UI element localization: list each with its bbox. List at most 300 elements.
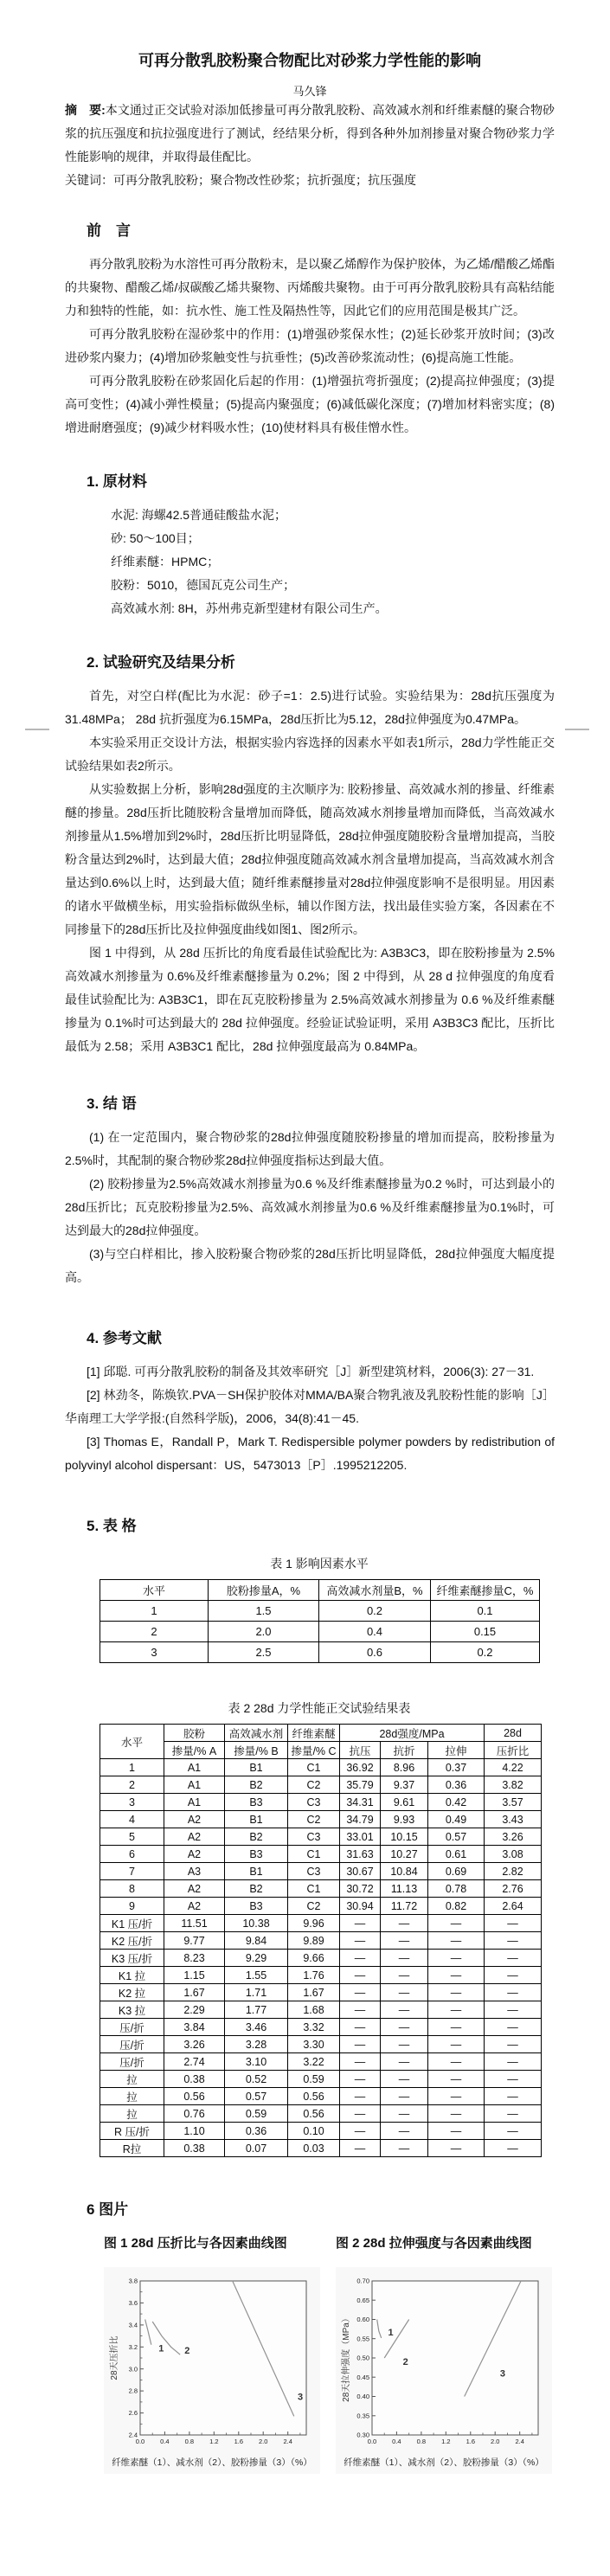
- reference-item: [3] Thomas E，Randall P，Mark T. Redispersible polymer powders by redistribution of polyvinyl alcohol dispersant：US，5473013［P］.1995212205.: [65, 1435, 555, 1472]
- table-cell: 0.36: [428, 1776, 485, 1794]
- conclusion-item: (1) 在一定范围内，聚合物砂浆的28d拉伸强度随胶粉掺量的增加而提高，胶粉掺量为2.5%时，其配制的聚合物砂浆28d拉伸强度指标达到最大值。: [65, 1130, 555, 1167]
- table-cell: 8.96: [381, 1759, 428, 1776]
- column-header: 胶粉掺量A，%: [209, 1580, 319, 1601]
- table-cell: 0.15: [431, 1622, 540, 1642]
- y-tick-label: 2.4: [128, 2431, 138, 2439]
- column-header: 高效减水剂: [225, 1725, 288, 1742]
- table-cell: A2: [164, 1811, 225, 1828]
- table-cell: K1 压/折: [100, 1915, 164, 1932]
- table1-caption: 表 1 影响因素水平: [270, 1557, 369, 1571]
- table-cell: 3.82: [485, 1776, 542, 1794]
- plot-area: [140, 2281, 306, 2435]
- table-cell: 4: [100, 1811, 164, 1828]
- table-cell: —: [381, 1932, 428, 1950]
- table-cell: 9.61: [381, 1794, 428, 1811]
- table-cell: —: [428, 2036, 485, 2053]
- materials-item: 砂: 50～100目；: [111, 531, 200, 545]
- table-row: [100, 2105, 542, 2123]
- table-row: [100, 2071, 542, 2088]
- table-cell: R拉: [100, 2140, 164, 2157]
- table-cell: 7: [100, 1863, 164, 1880]
- table-cell: 0.56: [288, 2105, 340, 2123]
- column-header: 胶粉: [164, 1725, 225, 1742]
- table-cell: —: [340, 2105, 381, 2123]
- column-header: 掺量/% A: [164, 1742, 225, 1759]
- table-cell: 1.67: [288, 1984, 340, 2001]
- table-header-row: [100, 1580, 540, 1601]
- table-cell: 30.67: [340, 1863, 381, 1880]
- table-row: [100, 1898, 542, 1915]
- table-cell: 0.37: [428, 1759, 485, 1776]
- experiment-paragraph: 从实验数据上分析，影响28d强度的主次顺序为: 胶粉掺量、高效减水剂的掺量、纤维素醚的掺量。28d压折比随胶粉含量增加而降低，随高效减水剂掺量增加而降低，当高效减水剂掺量从1.5%增加到2%时，28d压折比明显降低，28d拉伸强度随胶粉含量增加提高，当胶粉含量达到2%时，达到最大值；28d拉伸强度随高效减水剂含量增加提高，当高效减水剂含量达到0.6%以上时，达到最大值；随纤维素醚掺量对28d拉伸强度影响不是很明显。用因素的诸水平做横坐标，用实验指标做纵坐标，辅以作图方法，找出最佳实验方案，各因素在不同掺量下的28d压折比及拉伸强度曲线如图1、图2所示。: [65, 782, 555, 936]
- materials-item: 胶粉：5010，德国瓦克公司生产；: [111, 578, 296, 592]
- table-cell: 11.13: [381, 1880, 428, 1898]
- y-tick-label: 0.70: [356, 2277, 369, 2285]
- table-cell: 1.67: [164, 1984, 225, 2001]
- table-cell: 10.84: [381, 1863, 428, 1880]
- table-cell: —: [485, 2088, 542, 2105]
- table-cell: —: [485, 1932, 542, 1950]
- table-cell: 3.08: [485, 1846, 542, 1863]
- y-tick-label: 0.30: [356, 2431, 369, 2439]
- figure-1-caption: 图 1 28d 压折比与各因素曲线图: [104, 2236, 287, 2251]
- table-cell: —: [485, 2019, 542, 2036]
- table-cell: 0.59: [225, 2105, 288, 2123]
- column-header: 抗折: [381, 1742, 428, 1759]
- table-cell: —: [340, 2019, 381, 2036]
- reference-item: [2] 林劲冬，陈焕钦.PVA－SH保护胶体对MMA/BA聚合物乳液及乳胶粉性能的影响［J］华南理工大学学报:(自然科学版)，2006，34(8):41－45.: [65, 1388, 555, 1425]
- table-cell: C1: [288, 1846, 340, 1863]
- y-tick-label: 3.0: [128, 2365, 138, 2374]
- references-list: [65, 1360, 555, 1477]
- y-tick-label: 0.65: [356, 2296, 369, 2304]
- table-cell: 压/折: [100, 2053, 164, 2071]
- table-cell: 0.56: [164, 2088, 225, 2105]
- table-cell: —: [340, 1950, 381, 1967]
- table-cell: 0.07: [225, 2140, 288, 2157]
- table-cell: A1: [164, 1776, 225, 1794]
- table2-orthogonal-results: [100, 1724, 542, 2157]
- table-cell: 3: [100, 1642, 209, 1663]
- author: 马久锋: [292, 85, 327, 98]
- table-cell: —: [485, 2036, 542, 2053]
- table-cell: —: [485, 2105, 542, 2123]
- table-row: [100, 1622, 540, 1642]
- table-cell: C2: [288, 1811, 340, 1828]
- table-row: [100, 1863, 542, 1880]
- table-cell: 1.68: [288, 2001, 340, 2019]
- table-cell: C3: [288, 1794, 340, 1811]
- table-row: [100, 1880, 542, 1898]
- table-cell: 9.37: [381, 1776, 428, 1794]
- table-cell: 11.51: [164, 1915, 225, 1932]
- table-cell: —: [485, 2001, 542, 2019]
- table-cell: C1: [288, 1880, 340, 1898]
- table-cell: —: [428, 2088, 485, 2105]
- table-cell: 1.55: [225, 1967, 288, 1984]
- table-cell: 6: [100, 1846, 164, 1863]
- table-cell: 0.78: [428, 1880, 485, 1898]
- table-cell: 1.10: [164, 2123, 225, 2140]
- x-tick-label: 2.4: [283, 2438, 292, 2445]
- column-header: 掺量/% B: [225, 1742, 288, 1759]
- x-tick-label: 2.4: [515, 2438, 524, 2445]
- table-cell: 3.28: [225, 2036, 288, 2053]
- figure-2-xlabel: 纤维素醚（1）、减水剂（2）、胶粉掺量（3）（%）: [344, 2457, 544, 2468]
- plot-area: [372, 2281, 538, 2435]
- table-row: [100, 1828, 542, 1846]
- table-cell: B1: [225, 1759, 288, 1776]
- table-cell: 1.77: [225, 2001, 288, 2019]
- table-cell: —: [381, 2071, 428, 2088]
- table-row: [100, 1932, 542, 1950]
- figure-2-chart: [339, 2274, 549, 2454]
- table-row: [100, 2001, 542, 2019]
- table-cell: 1.76: [288, 1967, 340, 1984]
- table-cell: —: [381, 2019, 428, 2036]
- figures-row: [104, 2233, 555, 2474]
- page-title: 可再分散乳胶粉聚合物配比对砂浆力学性能的影响: [138, 52, 481, 69]
- table-cell: —: [340, 1984, 381, 2001]
- table-cell: 10.27: [381, 1846, 428, 1863]
- x-tick-label: 0.0: [367, 2438, 377, 2445]
- table-cell: 10.38: [225, 1915, 288, 1932]
- table-cell: 9.84: [225, 1932, 288, 1950]
- table-cell: A2: [164, 1828, 225, 1846]
- table-cell: —: [428, 2140, 485, 2157]
- table-cell: C1: [288, 1759, 340, 1776]
- y-tick-label: 3.8: [128, 2277, 138, 2285]
- column-header: 水平: [100, 1725, 164, 1759]
- table-cell: 0.6: [319, 1642, 431, 1663]
- table-cell: 0.03: [288, 2140, 340, 2157]
- x-tick-label: 0.0: [135, 2438, 145, 2445]
- table-cell: 3.84: [164, 2019, 225, 2036]
- table-cell: 5: [100, 1828, 164, 1846]
- table-cell: 拉: [100, 2088, 164, 2105]
- table-cell: —: [428, 2001, 485, 2019]
- table-cell: 3.46: [225, 2019, 288, 2036]
- table-cell: 0.10: [288, 2123, 340, 2140]
- x-tick-label: 1.2: [441, 2438, 451, 2445]
- section-heading-figures: 6 图片: [87, 2201, 129, 2218]
- table-cell: —: [485, 2123, 542, 2140]
- table-row: [100, 1601, 540, 1622]
- table-cell: A2: [164, 1898, 225, 1915]
- table-cell: —: [381, 2123, 428, 2140]
- column-header-group: 28d强度/MPa: [340, 1725, 485, 1742]
- table-row: [100, 2019, 542, 2036]
- table-cell: C3: [288, 1828, 340, 1846]
- table-cell: —: [428, 1915, 485, 1932]
- table-row: [100, 1950, 542, 1967]
- y-tick-label: 3.4: [128, 2321, 138, 2329]
- materials-item: 高效减水剂: 8H，苏州弗克新型建材有限公司生产。: [111, 601, 388, 615]
- table-cell: —: [428, 2105, 485, 2123]
- table-cell: C2: [288, 1898, 340, 1915]
- table-cell: 拉: [100, 2105, 164, 2123]
- column-header: 纤维素醚掺量C，%: [431, 1580, 540, 1601]
- table-cell: 30.94: [340, 1898, 381, 1915]
- y-tick-label: 3.6: [128, 2299, 138, 2307]
- table-cell: 33.01: [340, 1828, 381, 1846]
- table-row: [100, 2140, 542, 2157]
- table-cell: 0.59: [288, 2071, 340, 2088]
- table-cell: —: [428, 1967, 485, 1984]
- table-cell: —: [381, 2053, 428, 2071]
- table-cell: K2 压/折: [100, 1932, 164, 1950]
- y-tick-label: 0.45: [356, 2373, 369, 2381]
- table-cell: —: [381, 1984, 428, 2001]
- table-cell: 拉: [100, 2071, 164, 2088]
- table-cell: 3.43: [485, 1811, 542, 1828]
- table1-factor-levels: [100, 1579, 540, 1663]
- table-cell: A2: [164, 1880, 225, 1898]
- table-cell: 3.10: [225, 2053, 288, 2071]
- table-cell: 0.2: [431, 1642, 540, 1663]
- y-axis-label: 28天拉伸强度（MPa）: [342, 2314, 351, 2402]
- table-cell: —: [485, 1915, 542, 1932]
- table-cell: 9.96: [288, 1915, 340, 1932]
- table-cell: 1: [100, 1601, 209, 1622]
- y-tick-label: 0.55: [356, 2335, 369, 2343]
- table-cell: —: [381, 2036, 428, 2053]
- reference-item: [1] 邱聪. 可再分散乳胶粉的制备及其效率研究［J］新型建筑材料，2006(3): 27－31.: [87, 1365, 535, 1378]
- conclusion-item: (2) 胶粉掺量为2.5%高效减水剂掺量为0.6 %及纤维素醚掺量为0.2 %时，可达到最小的28d压折比；瓦克胶粉掺量为2.5%、高效减水剂掺量为0.6 %及纤维素醚掺量为0.1%时，可达到最大的28d拉伸强度。: [65, 1177, 555, 1237]
- abstract-text: 本文通过正交试验对添加低掺量可再分散乳胶粉、高效减水剂和纤维素醚的聚合物砂浆的抗压强度和抗拉强度进行了测试，经结果分析，得到各种外加剂掺量对聚合物砂浆力学性能影响的规律，并取得最佳配比。: [65, 103, 555, 164]
- table-cell: A2: [164, 1846, 225, 1863]
- table-cell: 0.57: [428, 1828, 485, 1846]
- table-cell: K3 拉: [100, 2001, 164, 2019]
- table-cell: B3: [225, 1846, 288, 1863]
- table-cell: 34.31: [340, 1794, 381, 1811]
- figure-2: [336, 2233, 552, 2474]
- y-axis-label: 28天压折比: [110, 2335, 119, 2380]
- table-cell: 0.1: [431, 1601, 540, 1622]
- table-row: [100, 1915, 542, 1932]
- table-cell: B3: [225, 1794, 288, 1811]
- x-tick-label: 0.8: [416, 2438, 427, 2445]
- table-cell: 0.82: [428, 1898, 485, 1915]
- table-cell: 2.82: [485, 1863, 542, 1880]
- table-cell: 0.76: [164, 2105, 225, 2123]
- table-row: [100, 1759, 542, 1776]
- series-label: 1: [388, 2328, 394, 2339]
- table-row: [100, 1811, 542, 1828]
- section-heading-references: 4. 参考文献: [87, 1330, 162, 1346]
- column-header: 掺量/% C: [288, 1742, 340, 1759]
- keywords-line: 关键词：可再分散乳胶粉；聚合物改性砂浆；抗折强度；抗压强度: [65, 173, 416, 187]
- table-cell: —: [485, 1984, 542, 2001]
- table-cell: 1.5: [209, 1601, 319, 1622]
- table-cell: 34.79: [340, 1811, 381, 1828]
- series-label: 3: [298, 2392, 304, 2403]
- table2-caption: 表 2 28d 力学性能正交试验结果表: [228, 1701, 411, 1715]
- table-header-row: [100, 1725, 542, 1742]
- y-tick-label: 0.60: [356, 2316, 369, 2324]
- materials-item: 水泥: 海螺42.5普通硅酸盐水泥；: [111, 508, 287, 522]
- preface-paragraph: 可再分散乳胶粉在砂浆固化后起的作用：(1)增强抗弯折强度；(2)提高拉伸强度；(3)提高可变性；(4)减小弹性模量；(5)提高内聚强度；(6)减低碳化深度；(7)增加材料密实度；(8)增进耐磨强度；(9)减少材料吸水性；(10)使材料具有极佳憎水性。: [65, 374, 555, 434]
- table-cell: 30.72: [340, 1880, 381, 1898]
- table-cell: —: [381, 2140, 428, 2157]
- table-cell: —: [340, 1915, 381, 1932]
- table-cell: —: [428, 1950, 485, 1967]
- table-cell: 8.23: [164, 1950, 225, 1967]
- column-header: 拉伸: [428, 1742, 485, 1759]
- table-cell: —: [485, 2071, 542, 2088]
- table-cell: —: [485, 1950, 542, 1967]
- table-cell: 0.2: [319, 1601, 431, 1622]
- section-heading-tables: 5. 表 格: [87, 1518, 137, 1534]
- table-cell: 9.77: [164, 1932, 225, 1950]
- table-cell: K1 拉: [100, 1967, 164, 1984]
- table-cell: 3.32: [288, 2019, 340, 2036]
- table-cell: —: [485, 2140, 542, 2157]
- series-label: 3: [499, 2368, 506, 2380]
- table-cell: —: [340, 2088, 381, 2105]
- section-heading-materials: 1. 原材料: [87, 473, 147, 490]
- table-cell: —: [340, 1967, 381, 1984]
- table-cell: 36.92: [340, 1759, 381, 1776]
- column-header: 纤维素醚: [288, 1725, 340, 1742]
- table-cell: 2.74: [164, 2053, 225, 2071]
- table-cell: 0.56: [288, 2088, 340, 2105]
- figure-2-scan-area: [336, 2267, 552, 2474]
- series-label: 1: [158, 2343, 164, 2354]
- table-cell: K2 拉: [100, 1984, 164, 2001]
- y-tick-label: 0.35: [356, 2412, 369, 2420]
- table-cell: 3.22: [288, 2053, 340, 2071]
- y-tick-label: 0.40: [356, 2393, 369, 2401]
- series-label: 2: [402, 2357, 408, 2367]
- y-tick-label: 2.6: [128, 2409, 138, 2418]
- materials-list: [65, 504, 555, 620]
- column-header: 高效减水剂量B，%: [319, 1580, 431, 1601]
- table-cell: —: [428, 2123, 485, 2140]
- table-cell: 0.4: [319, 1622, 431, 1642]
- table-cell: 3.30: [288, 2036, 340, 2053]
- x-tick-label: 1.2: [209, 2438, 219, 2445]
- table-cell: B1: [225, 1811, 288, 1828]
- table-row: [100, 1984, 542, 2001]
- table-cell: 8: [100, 1880, 164, 1898]
- table-cell: 2: [100, 1776, 164, 1794]
- table-cell: B2: [225, 1776, 288, 1794]
- table-cell: —: [428, 1932, 485, 1950]
- table-cell: —: [340, 2071, 381, 2088]
- table-cell: R 压/折: [100, 2123, 164, 2140]
- table-cell: 35.79: [340, 1776, 381, 1794]
- table-cell: 9.89: [288, 1932, 340, 1950]
- table-cell: A3: [164, 1863, 225, 1880]
- table-cell: 压/折: [100, 2036, 164, 2053]
- table-cell: 2.5: [209, 1642, 319, 1663]
- y-tick-label: 3.2: [128, 2342, 138, 2351]
- table-cell: 3.57: [485, 1794, 542, 1811]
- section-heading-conclusion: 3. 结 语: [87, 1095, 137, 1112]
- figure-1: [104, 2233, 320, 2474]
- table-cell: B2: [225, 1880, 288, 1898]
- table-cell: 3: [100, 1794, 164, 1811]
- table-row: [100, 1776, 542, 1794]
- column-header: 抗压: [340, 1742, 381, 1759]
- table-cell: 3.26: [164, 2036, 225, 2053]
- table-row: [100, 2123, 542, 2140]
- table-cell: 0.36: [225, 2123, 288, 2140]
- experiment-paragraph: 首先，对空白样(配比为水泥：砂子=1：2.5)进行试验。实验结果为：28d抗压强度为31.48MPa； 28d 抗折强度为6.15MPa，28d压折比为5.12，28d拉伸强度为0.47MPa。: [65, 689, 555, 726]
- table-cell: 2.76: [485, 1880, 542, 1898]
- table-cell: 9: [100, 1898, 164, 1915]
- abstract-label: 摘 要:: [65, 103, 106, 117]
- column-header: 28d: [485, 1725, 542, 1742]
- table-cell: 2: [100, 1622, 209, 1642]
- table-cell: A1: [164, 1759, 225, 1776]
- table-cell: 2.0: [209, 1622, 319, 1642]
- table-cell: 9.29: [225, 1950, 288, 1967]
- table-row: [100, 1846, 542, 1863]
- table-cell: A1: [164, 1794, 225, 1811]
- table-cell: 1.71: [225, 1984, 288, 2001]
- figure-1-scan-area: [104, 2267, 320, 2474]
- table-cell: 压/折: [100, 2019, 164, 2036]
- y-tick-label: 0.50: [356, 2354, 369, 2362]
- table-cell: 2.29: [164, 2001, 225, 2019]
- table-row: [100, 2053, 542, 2071]
- table-cell: —: [428, 1984, 485, 2001]
- table-cell: 31.63: [340, 1846, 381, 1863]
- materials-item: 纤维素醚：HPMC；: [111, 555, 220, 569]
- x-tick-label: 0.8: [184, 2438, 195, 2445]
- figure-1-xlabel: 纤维素醚（1）、减水剂（2）、胶粉掺量（3）（%）: [112, 2457, 312, 2468]
- table-row: [100, 1642, 540, 1663]
- table-header-row: [100, 1742, 542, 1759]
- table-cell: C2: [288, 1776, 340, 1794]
- series-label: 2: [184, 2345, 190, 2356]
- table-cell: 1: [100, 1759, 164, 1776]
- experiment-paragraph: 本实验采用正交设计方法，根据实验内容选择的因素水平如表1所示，28d力学性能正交试验结果如表2所示。: [65, 736, 555, 773]
- figure-1-chart: [107, 2274, 317, 2454]
- x-tick-label: 2.0: [258, 2438, 268, 2445]
- table-cell: —: [428, 2019, 485, 2036]
- table-cell: 4.22: [485, 1759, 542, 1776]
- column-header: 压折比: [485, 1742, 542, 1759]
- table-row: [100, 1967, 542, 1984]
- table-cell: —: [340, 2053, 381, 2071]
- x-tick-label: 0.4: [160, 2438, 170, 2445]
- conclusion-item: (3)与空白样相比，掺入胶粉聚合物砂浆的28d压折比明显降低，28d拉伸强度大幅度提高。: [65, 1247, 555, 1284]
- table-cell: —: [381, 1915, 428, 1932]
- x-tick-label: 2.0: [490, 2438, 500, 2445]
- table-cell: K3 压/折: [100, 1950, 164, 1967]
- y-tick-label: 2.8: [128, 2386, 138, 2395]
- preface-paragraph: 再分散乳胶粉为水溶性可再分散粉末，是以聚乙烯醇作为保护胶体，为乙烯/醋酸乙烯酯的共聚物、醋酸乙烯/叔碳酸乙烯共聚物、丙烯酸共聚物。由于可再分散乳胶粉具有高粘结能力和独特的性能，如：抗水性、施工性及隔热性等，因此它们的应用范围是极其广泛。: [65, 257, 555, 318]
- table-cell: —: [428, 2053, 485, 2071]
- table-cell: —: [381, 1967, 428, 1984]
- x-tick-label: 0.4: [392, 2438, 401, 2445]
- preface-paragraph: 可再分散乳胶粉在湿砂浆中的作用：(1)增强砂浆保水性；(2)延长砂浆开放时间；(3)改进砂浆内聚力；(4)增加砂浆触变性与抗垂性；(5)改善砂浆流动性；(6)提高施工性能。: [65, 327, 555, 364]
- table-cell: B3: [225, 1898, 288, 1915]
- abstract-paragraph: [65, 99, 555, 169]
- table-cell: 9.66: [288, 1950, 340, 1967]
- table-cell: 0.42: [428, 1794, 485, 1811]
- figure-2-caption: 图 2 28d 拉伸强度与各因素曲线图: [336, 2236, 532, 2251]
- table-row: [100, 1794, 542, 1811]
- column-header: 水平: [100, 1580, 209, 1601]
- table-cell: —: [485, 1967, 542, 1984]
- table-cell: 0.61: [428, 1846, 485, 1863]
- table-cell: B1: [225, 1863, 288, 1880]
- table-cell: 3.26: [485, 1828, 542, 1846]
